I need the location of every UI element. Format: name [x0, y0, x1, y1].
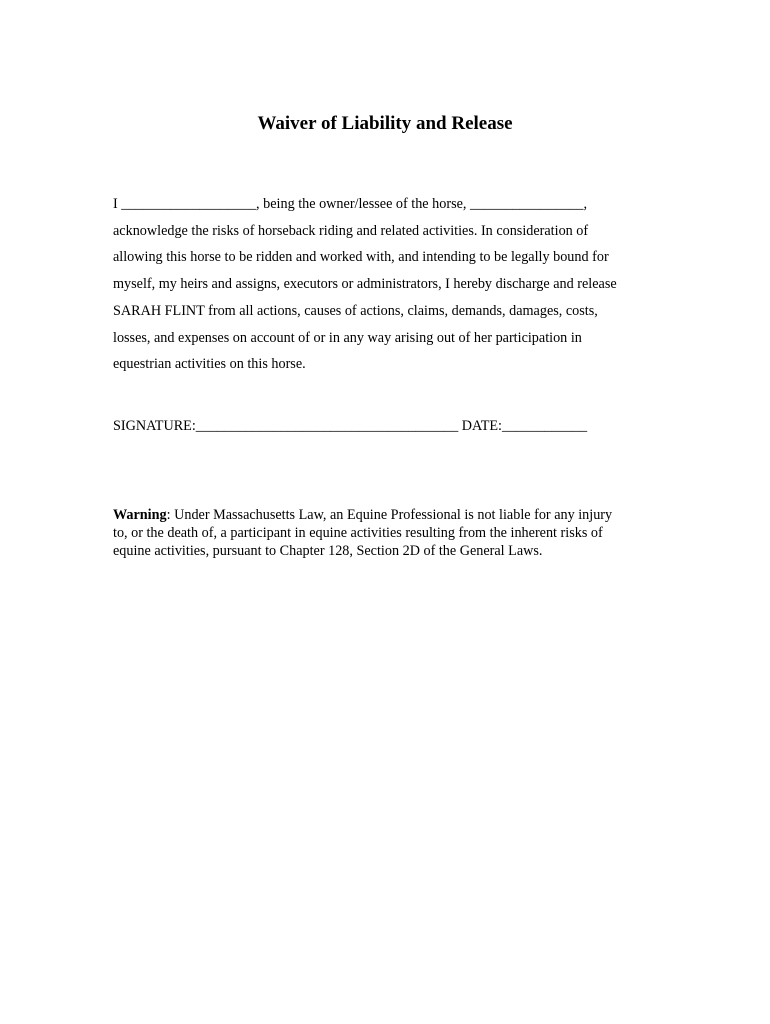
paragraph-line: I ___________________, being the owner/lessee of the horse, ________________,	[113, 196, 588, 212]
release-paragraph	[113, 191, 658, 378]
warning-notice	[113, 506, 673, 560]
warning-line: equine activities, pursuant to Chapter 128, Section 2D of the General Laws.	[113, 543, 543, 559]
signature-date-line: SIGNATURE:_____________________________________ DATE:____________	[113, 418, 588, 434]
warning-text: : Under Massachusetts Law, an Equine Professional is not liable for any injury	[166, 507, 613, 523]
warning-label: Warning	[113, 507, 167, 523]
warning-line	[113, 506, 673, 524]
paragraph-line: myself, my heirs and assigns, executors or administrators, I hereby discharge and release	[113, 276, 617, 293]
paragraph-line: equestrian activities on this horse.	[113, 356, 306, 373]
document-title: Waiver of Liability and Release	[257, 113, 513, 134]
paragraph-line: allowing this horse to be ridden and worked with, and intending to be legally bound for	[113, 249, 609, 266]
paragraph-line: SARAH FLINT from all actions, causes of actions, claims, demands, damages, costs,	[113, 302, 598, 319]
paragraph-line: losses, and expenses on account of or in any way arising out of her participation in	[113, 329, 582, 346]
warning-line: to, or the death of, a participant in equine activities resulting from the inherent risks of	[113, 525, 603, 541]
paragraph-line: acknowledge the risks of horseback riding and related activities. In consideration of	[113, 222, 589, 239]
